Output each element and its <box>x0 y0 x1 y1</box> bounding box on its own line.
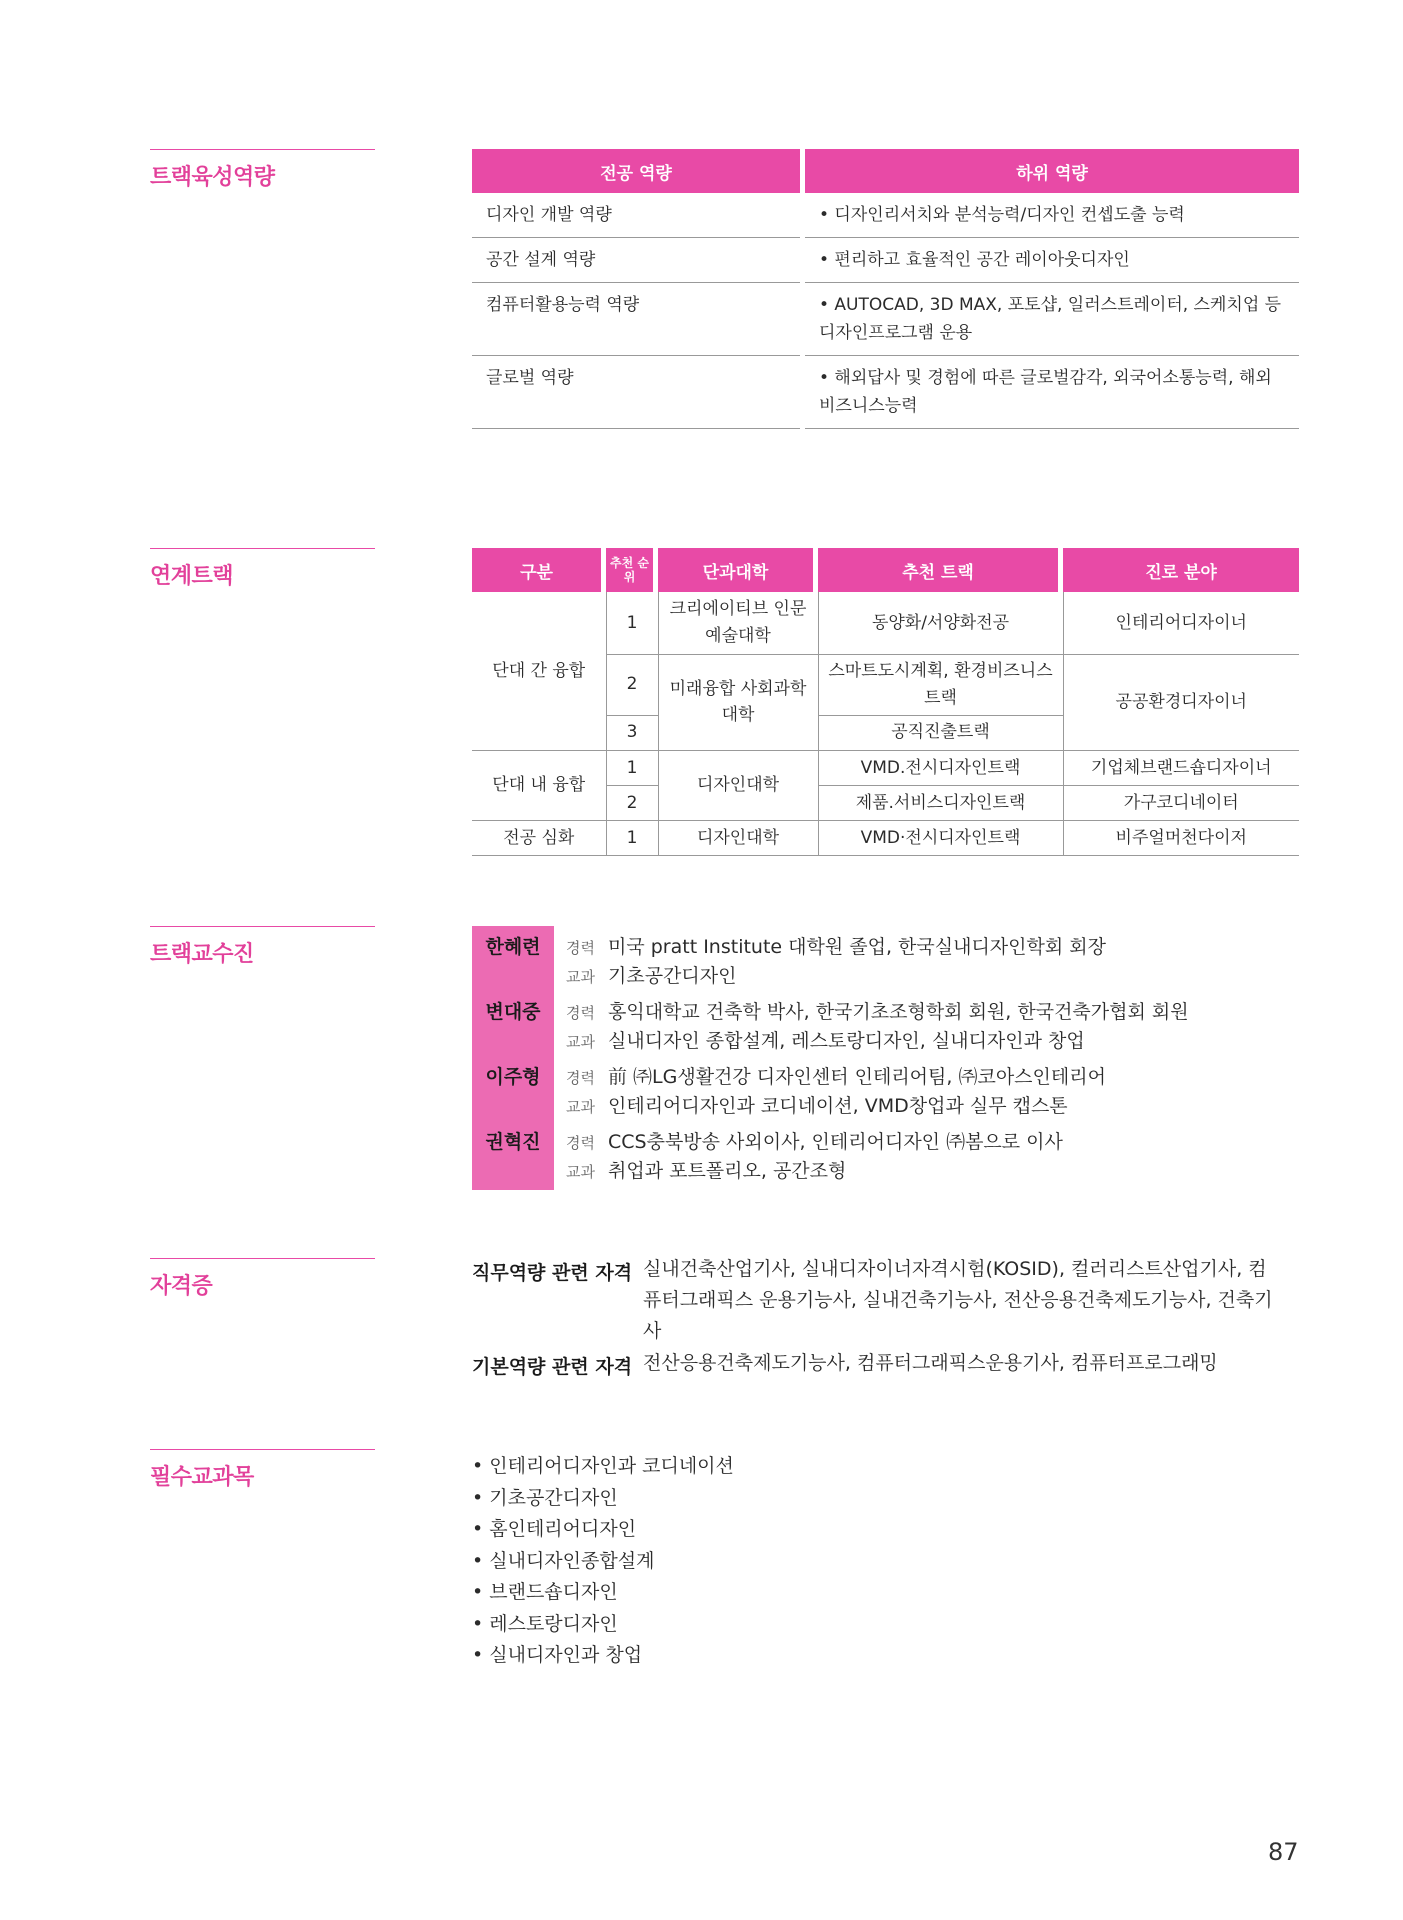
track-cell: 스마트도시계획, 환경비즈니스트랙 <box>818 654 1063 715</box>
career-text: 前 ㈜LG생활건강 디자인센터 인테리어팀, ㈜코아스인테리어 <box>608 1066 1106 1088</box>
course-label: 교과 <box>566 1163 595 1181</box>
list-item: • 기초공간디자인 <box>472 1483 734 1515</box>
career-text: 홍익대학교 건축학 박사, 한국기초조형학회 회원, 한국건축가협회 회원 <box>608 1001 1189 1023</box>
cert-basic-value: 전산응용건축제도기능사, 컴퓨터그래픽스운용기사, 컴퓨터프로그래밍 <box>643 1352 1218 1374</box>
college-cell: 크리에이티브 인문예술대학 <box>658 592 818 654</box>
table-row <box>472 238 1299 283</box>
career-label: 경력 <box>566 939 595 957</box>
rank-cell: 1 <box>606 821 658 856</box>
list-item: • 레스토랑디자인 <box>472 1609 734 1641</box>
course-label: 교과 <box>566 1098 595 1116</box>
track-cell: 동양화/서양화전공 <box>818 592 1063 654</box>
category-cell: 단대 간 융합 <box>472 592 606 751</box>
competency-table <box>472 149 1299 429</box>
faculty-name: 권혁진 <box>485 1131 541 1153</box>
section-title-required-courses: 필수교과목 <box>150 1449 375 1491</box>
page-number: 87 <box>1268 1838 1299 1866</box>
major-competency: 공간 설계 역량 <box>472 238 800 283</box>
sub-competency: • 디자인리서치와 분석능력/디자인 컨셉도출 능력 <box>805 193 1299 238</box>
table-row <box>472 193 1299 238</box>
section-title-faculty: 트랙교수진 <box>150 926 375 968</box>
sub-competency: • 해외답사 및 경험에 따른 글로벌감각, 외국어소통능력, 해외비즈니스능력 <box>805 356 1299 429</box>
faculty-name: 변대중 <box>485 1001 541 1023</box>
major-competency: 디자인 개발 역량 <box>472 193 800 238</box>
track-cell: VMD·전시디자인트랙 <box>818 821 1063 856</box>
track-cell: VMD.전시디자인트랙 <box>818 751 1063 786</box>
major-competency: 컴퓨터활용능력 역량 <box>472 283 800 356</box>
faculty-career <box>566 997 1189 1024</box>
column-header: 전공 역량 <box>472 149 800 193</box>
faculty-course <box>566 1156 846 1183</box>
career-cell: 인테리어디자이너 <box>1063 592 1299 654</box>
table-row <box>472 751 1299 786</box>
column-header: 추천 트랙 <box>818 548 1058 592</box>
faculty-course <box>566 1026 1085 1053</box>
course-label: 교과 <box>566 968 595 986</box>
career-label: 경력 <box>566 1134 595 1152</box>
list-item: • 홈인테리어디자인 <box>472 1514 734 1546</box>
track-cell: 제품.서비스디자인트랙 <box>818 786 1063 821</box>
category-cell: 전공 심화 <box>472 821 606 856</box>
table-row <box>472 356 1299 429</box>
course-text: 실내디자인 종합설계, 레스토랑디자인, 실내디자인과 창업 <box>608 1030 1085 1052</box>
course-text: 취업과 포트폴리오, 공간조형 <box>608 1160 847 1182</box>
rank-cell: 1 <box>606 751 658 786</box>
rank-cell: 1 <box>606 592 658 654</box>
cert-job-label: 직무역량 관련 자격 <box>472 1262 633 1284</box>
career-text: 미국 pratt Institute 대학원 졸업, 한국실내디자인학회 회장 <box>608 936 1106 958</box>
cert-basic-label: 기본역량 관련 자격 <box>472 1356 633 1378</box>
faculty-course <box>566 1091 1068 1118</box>
sub-competency: • 편리하고 효율적인 공간 레이아웃디자인 <box>805 238 1299 283</box>
table-row <box>472 283 1299 356</box>
column-header: 구분 <box>472 548 601 592</box>
list-item: • 실내디자인과 창업 <box>472 1640 734 1672</box>
track-cell: 공직진출트랙 <box>818 715 1063 750</box>
course-text: 기초공간디자인 <box>608 965 737 987</box>
career-cell: 기업체브랜드숍디자이너 <box>1063 751 1299 786</box>
career-label: 경력 <box>566 1069 595 1087</box>
college-cell: 디자인대학 <box>658 821 818 856</box>
list-item: • 실내디자인종합설계 <box>472 1546 734 1578</box>
rank-cell: 2 <box>606 654 658 715</box>
table-row <box>472 592 1299 654</box>
column-header: 추천 순위 <box>606 548 653 592</box>
table-header-row <box>472 548 1299 592</box>
linked-track-table <box>472 548 1299 856</box>
faculty-name: 한혜련 <box>485 936 541 958</box>
column-header: 하위 역량 <box>805 149 1299 193</box>
rank-cell: 3 <box>606 715 658 750</box>
column-header: 단과대학 <box>658 548 813 592</box>
list-item: • 인테리어디자인과 코디네이션 <box>472 1451 734 1483</box>
table-row <box>472 821 1299 856</box>
section-title-competency: 트랙육성역량 <box>150 149 375 191</box>
list-item: • 브랜드숍디자인 <box>472 1577 734 1609</box>
section-title-certification: 자격증 <box>150 1258 375 1300</box>
category-cell: 단대 내 융합 <box>472 751 606 821</box>
faculty-name: 이주형 <box>485 1066 541 1088</box>
college-cell: 디자인대학 <box>658 751 818 821</box>
sub-competency: • AUTOCAD, 3D MAX, 포토샵, 일러스트레이터, 스케치업 등 디자인프로그램 운용 <box>805 283 1299 356</box>
career-cell: 가구코디네이터 <box>1063 786 1299 821</box>
faculty-course <box>566 961 736 988</box>
column-header: 진로 분야 <box>1063 548 1299 592</box>
college-cell: 미래융합 사회과학대학 <box>658 654 818 750</box>
table-header-row <box>472 149 1299 193</box>
career-text: CCS충북방송 사외이사, 인테리어디자인 ㈜봄으로 이사 <box>608 1131 1063 1153</box>
required-course-list <box>472 1451 734 1672</box>
major-competency: 글로벌 역량 <box>472 356 800 429</box>
career-cell: 공공환경디자이너 <box>1063 654 1299 750</box>
career-cell: 비주얼머천다이저 <box>1063 821 1299 856</box>
course-label: 교과 <box>566 1033 595 1051</box>
rank-cell: 2 <box>606 786 658 821</box>
section-title-linked-track: 연계트랙 <box>150 548 375 590</box>
faculty-career <box>566 1062 1106 1089</box>
course-text: 인테리어디자인과 코디네이션, VMD창업과 실무 캡스톤 <box>608 1095 1068 1117</box>
career-label: 경력 <box>566 1004 595 1022</box>
cert-job-value: 실내건축산업기사, 실내디자이너자격시험(KOSID), 컬러리스트산업기사, 컴퓨터그래픽스 운용기능사, 실내건축기능사, 전산응용건축제도기능사, 건축기사 <box>643 1258 1273 1342</box>
faculty-career <box>566 1127 1063 1154</box>
faculty-career <box>566 932 1106 959</box>
